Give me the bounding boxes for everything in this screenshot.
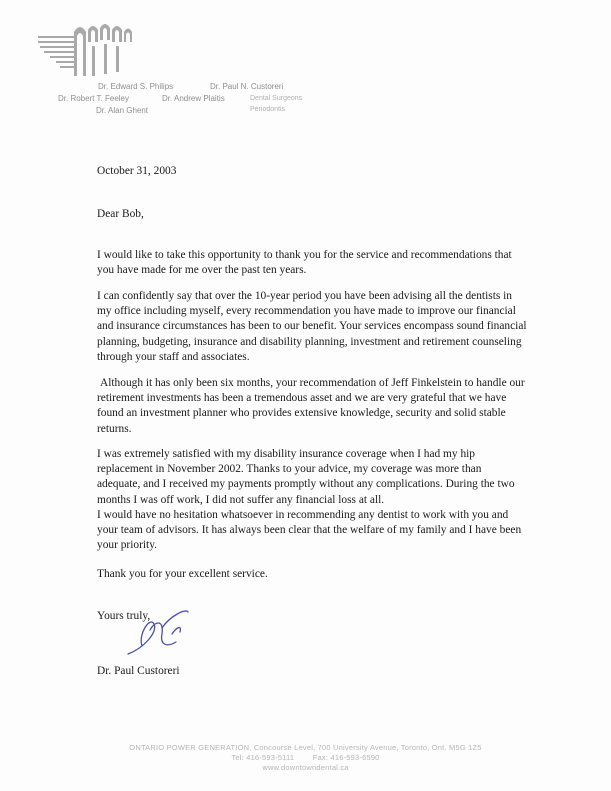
- footer-address: ONTARIO POWER GENERATION, Concourse Level, 700 University Avenue, Toronto, Ont. M5G 1Z5: [129, 743, 482, 752]
- doctor-name: Dr. Alan Ghent: [96, 106, 149, 115]
- paragraph: I would have no hesitation whatsoever in recommending any dentist to work with you and your team of advisors. It has always been clear that the welfare of my family and I have been your priority.: [97, 509, 522, 552]
- signature-icon: [120, 604, 200, 659]
- footer-fax: Fax: 416-593-6590: [312, 753, 380, 762]
- paragraph: I was extremely satisfied with my disability insurance coverage when I had my hip replacement in November 2002. Thanks to your advice, my coverage was more than adequate, and I received my payments promptly without any complications. During the two months I was off work, I did not suffer any financial loss at all.: [97, 448, 515, 506]
- footer-website: www.downtowndental.ca: [262, 763, 349, 772]
- dental-logo-icon: [38, 22, 138, 82]
- doctor-name: Dr. Edward S. Philips: [98, 82, 174, 91]
- paragraph: Although it has only been six months, your recommendation of Jeff Finkelstein to handle our retirement investments has been a tremendous asset and we are very grateful that we have found an investment planner who provides extensive knowledge, security and solid stable returns.: [97, 377, 525, 435]
- paragraph: Thank you for your excellent service.: [97, 568, 268, 580]
- paragraph: I would like to take this opportunity to thank you for the service and recommendations that you have made for me over the past ten years.: [97, 249, 512, 277]
- doctor-name: Dr. Andrew Plaitis: [162, 94, 225, 103]
- specialty: Periodontis: [250, 106, 286, 113]
- doctor-name: Dr. Paul N. Custoreri: [210, 82, 284, 91]
- signer-name: Dr. Paul Custoreri: [97, 665, 180, 677]
- doctor-name: Dr. Robert T. Feeley: [58, 94, 129, 103]
- footer-contact: [0, 753, 611, 762]
- closing: Yours truly,: [97, 610, 151, 622]
- paragraph: I can confidently say that over the 10-year period you have been advising all the dentists in my office including myself, every recommendation you have made to improve our financial and insurance circumstances has been to our benefit. Your services encompass sound financial planning, budgeting, insurance and disability planning, investment and retirement counseling through your staff and associates.: [97, 290, 527, 363]
- letter-date: October 31, 2003: [97, 165, 177, 177]
- specialty: Dental Surgeons: [250, 95, 303, 102]
- salutation: Dear Bob,: [97, 208, 144, 220]
- footer-phone: Tel: 416-593-5111: [231, 753, 295, 762]
